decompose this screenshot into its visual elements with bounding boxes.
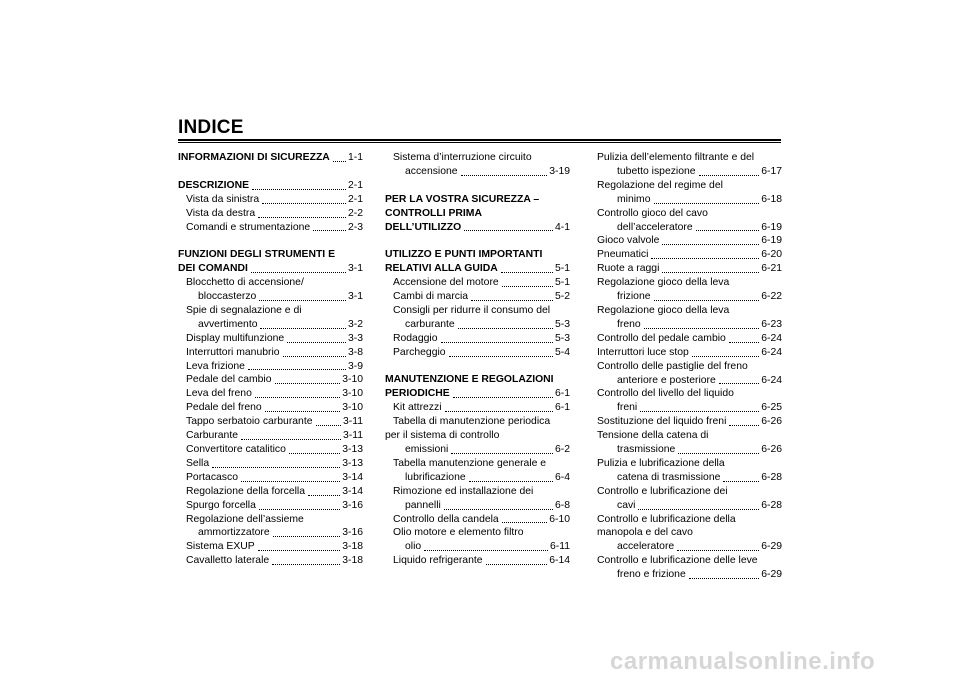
toc-dot-leader	[252, 189, 346, 190]
toc-entry-title: dell’acceleratore	[617, 221, 693, 233]
toc-entry-title: DESCRIZIONE	[178, 179, 250, 191]
toc-page-number: 5-1	[554, 263, 570, 275]
toc-page-number: 3-13	[342, 457, 363, 469]
toc-entry[interactable]	[597, 568, 782, 582]
toc-dot-leader	[283, 356, 346, 357]
toc-entry[interactable]	[597, 221, 782, 235]
toc-entry-text-line: Olio motore e elemento filtro	[393, 527, 524, 539]
toc-dot-leader	[458, 328, 553, 329]
toc-dot-leader	[689, 578, 759, 579]
toc-page-number: 6-21	[761, 263, 782, 275]
toc-entry[interactable]	[385, 471, 570, 485]
toc-entry[interactable]	[385, 276, 570, 290]
toc-dot-leader	[692, 356, 759, 357]
toc-entry-title: INFORMAZIONI DI SICUREZZA	[178, 152, 330, 163]
toc-entry[interactable]	[178, 429, 363, 443]
toc-entry-title: Portacasco	[186, 471, 238, 483]
toc-dot-leader	[251, 272, 346, 273]
toc-page-number: 6-4	[554, 471, 570, 483]
page-title: INDICE	[178, 117, 244, 138]
toc-dot-leader	[501, 272, 553, 273]
toc-dot-leader	[445, 411, 553, 412]
toc-entry-title: Leva del freno	[186, 388, 252, 400]
toc-entry-title: freni	[617, 402, 638, 414]
toc-entry[interactable]	[178, 346, 363, 360]
toc-entry-text-line: Rimozione ed installazione dei	[393, 485, 534, 497]
toc-dot-leader	[662, 272, 759, 273]
toc-dot-leader	[451, 453, 553, 454]
toc-page-number: 2-3	[347, 221, 363, 233]
toc-page-number: 1-1	[347, 152, 363, 163]
toc-entry-title: Leva frizione	[186, 360, 245, 372]
toc-page-number: 3-1	[347, 263, 363, 275]
toc-page-number: 6-11	[549, 541, 570, 553]
toc-entry-title: carburante	[405, 318, 455, 330]
toc-entry[interactable]	[178, 401, 363, 415]
toc-dot-leader	[502, 522, 547, 523]
toc-page-number: 6-14	[549, 555, 570, 567]
toc-page-number: 2-1	[347, 179, 363, 191]
toc-page-number: 3-11	[342, 430, 363, 442]
toc-dot-leader	[287, 342, 346, 343]
toc-entry-title: freno	[617, 318, 641, 330]
toc-dot-leader	[654, 300, 760, 301]
toc-page-number: 3-2	[347, 318, 363, 330]
toc-dot-leader	[260, 328, 345, 329]
toc-dot-leader	[241, 439, 341, 440]
toc-entry-title: trasmissione	[617, 444, 676, 456]
toc-spacer	[178, 165, 363, 179]
toc-dot-leader	[654, 203, 760, 204]
toc-page-number: 2-2	[347, 207, 363, 219]
toc-dot-leader	[461, 175, 548, 176]
toc-entry[interactable]	[178, 485, 363, 499]
toc-entry-title: Interruttori manubrio	[186, 346, 280, 358]
toc-entry-title: minimo	[617, 193, 651, 205]
toc-dot-leader	[471, 300, 553, 301]
toc-entry[interactable]	[597, 443, 782, 457]
toc-entry-title: Pedale del freno	[186, 402, 262, 414]
toc-entry[interactable]	[597, 415, 782, 429]
toc-page-number: 3-10	[342, 402, 363, 414]
toc-entry[interactable]	[385, 443, 570, 457]
toc-spacer	[385, 234, 570, 248]
toc-entry-title: Sistema EXUP	[186, 541, 255, 553]
toc-entry[interactable]	[597, 374, 782, 388]
toc-dot-leader	[486, 564, 548, 565]
toc-entry-title: RELATIVI ALLA GUIDA	[385, 263, 498, 275]
toc-entry-title: Regolazione della forcella	[186, 485, 305, 497]
toc-dot-leader	[502, 286, 553, 287]
toc-dot-leader	[258, 217, 346, 218]
toc-page-number: 5-4	[554, 346, 570, 358]
toc-dot-leader	[729, 342, 759, 343]
toc-section-entry[interactable]	[385, 262, 570, 276]
toc-page-number: 6-26	[761, 416, 782, 428]
toc-dot-leader	[678, 453, 759, 454]
toc-section-heading-line: PER LA VOSTRA SICUREZZA –	[385, 193, 540, 205]
toc-entry-title: tubetto ispezione	[617, 165, 696, 177]
toc-entry[interactable]	[385, 290, 570, 304]
toc-page-number: 3-9	[347, 360, 363, 372]
toc-page-number: 6-20	[761, 249, 782, 261]
toc-entry-text-line: Tabella manutenzione generale e	[393, 457, 547, 469]
toc-dot-leader	[719, 383, 759, 384]
toc-entry-title: Pedale del cambio	[186, 374, 272, 386]
toc-entry-text-line: Controllo delle pastiglie del freno	[597, 360, 748, 372]
toc-page-number: 6-8	[554, 499, 570, 511]
toc-dot-leader	[333, 161, 346, 162]
toc-page-number: 6-2	[554, 443, 570, 455]
toc-entry[interactable]	[385, 554, 570, 568]
toc-entry[interactable]	[597, 332, 782, 346]
toc-entry[interactable]	[178, 554, 363, 568]
toc-entry-title: Vista da sinistra	[186, 193, 260, 205]
toc-dot-leader	[272, 564, 340, 565]
toc-entry-title: emissioni	[405, 443, 449, 455]
toc-spacer	[178, 234, 363, 248]
toc-entry[interactable]	[385, 513, 570, 527]
toc-section-entry[interactable]	[178, 151, 363, 165]
toc-entry[interactable]	[597, 234, 782, 248]
toc-page-number: 3-19	[549, 165, 570, 177]
toc-dot-leader	[262, 203, 346, 204]
toc-entry-text-line: Controllo e lubrificazione della	[597, 513, 736, 525]
toc-dot-leader	[441, 342, 553, 343]
toc-entry-text-line: Regolazione gioco della leva	[597, 277, 730, 289]
toc-dot-leader	[699, 175, 760, 176]
toc-entry-title: freno e frizione	[617, 569, 686, 581]
toc-entry-title: catena di trasmissione	[617, 471, 721, 483]
toc-page-number: 6-25	[761, 402, 782, 414]
toc-dot-leader	[212, 467, 340, 468]
toc-entry-title: DEI COMANDI	[178, 263, 248, 275]
toc-entry[interactable]	[178, 457, 363, 471]
toc-entry-title: olio	[405, 541, 422, 553]
toc-entry-title: Controllo del pedale cambio	[597, 332, 726, 344]
toc-entry-title: Sella	[186, 457, 210, 469]
toc-dot-leader	[289, 453, 340, 454]
toc-entry-title: frizione	[617, 291, 651, 303]
toc-entry[interactable]	[597, 290, 782, 304]
toc-page-number: 3-18	[342, 541, 363, 553]
toc-dot-leader	[464, 230, 553, 231]
toc-page-number: 3-14	[342, 471, 363, 483]
toc-dot-leader	[677, 550, 759, 551]
toc-page-number: 6-29	[761, 569, 782, 581]
toc-entry-title: cavi	[617, 499, 636, 511]
toc-page-number: 6-19	[761, 235, 782, 247]
toc-dot-leader	[424, 550, 548, 551]
toc-column-2	[385, 151, 570, 568]
toc-entry-title: Parcheggio	[393, 346, 446, 358]
toc-page-number: 3-16	[342, 527, 363, 539]
toc-column-3	[597, 151, 782, 582]
toc-entry-text-line: Tabella di manutenzione periodica	[393, 416, 551, 428]
toc-entry-title: Tappo serbatoio carburante	[186, 416, 313, 428]
toc-entry-title: ammortizzatore	[198, 527, 270, 539]
toc-entry-title: Cavalletto laterale	[186, 555, 270, 567]
toc-entry-text-line: Tensione della catena di	[597, 430, 709, 442]
toc-page-number: 6-1	[554, 388, 570, 400]
toc-entry[interactable]	[597, 540, 782, 554]
toc-dot-leader	[308, 495, 340, 496]
toc-entry-text-line: Regolazione dell’assieme	[186, 513, 304, 525]
toc-entry-text-line: Controllo del livello del liquido	[597, 388, 734, 400]
toc-entry-title: Display multifunzione	[186, 332, 285, 344]
toc-entry[interactable]	[385, 346, 570, 360]
toc-entry-title: acceleratore	[617, 541, 675, 553]
toc-entry-title: Interruttori luce stop	[597, 346, 689, 358]
toc-section-heading-line: UTILIZZO E PUNTI IMPORTANTI	[385, 249, 543, 261]
toc-entry-title: Convertitore catalitico	[186, 444, 286, 455]
toc-page-number: 2-1	[347, 193, 363, 205]
toc-page-number: 3-13	[342, 444, 363, 455]
toc-page-number: 5-3	[554, 318, 570, 330]
toc-dot-leader	[259, 509, 340, 510]
toc-dot-leader	[638, 509, 759, 510]
toc-page-number: 3-14	[342, 485, 363, 497]
toc-page-number: 6-23	[761, 318, 782, 330]
toc-entry-title: DELL’UTILIZZO	[385, 221, 462, 233]
toc-entry-title: Accensione del motore	[393, 277, 499, 289]
toc-entry-title: accensione	[405, 165, 458, 177]
toc-entry[interactable]	[385, 401, 570, 415]
toc-entry[interactable]	[178, 360, 363, 374]
toc-entry[interactable]	[178, 499, 363, 513]
toc-dot-leader	[662, 244, 759, 245]
toc-dot-leader	[265, 411, 341, 412]
toc-section-entry[interactable]	[178, 179, 363, 193]
toc-page-number: 6-28	[761, 499, 782, 511]
toc-dot-leader	[275, 383, 341, 384]
toc-entry[interactable]	[385, 318, 570, 332]
title-rule-thin	[178, 142, 781, 143]
toc-entry[interactable]	[385, 165, 570, 179]
toc-entry[interactable]	[597, 193, 782, 207]
toc-page-number: 6-24	[761, 332, 782, 344]
toc-page-number: 3-3	[347, 332, 363, 344]
toc-entry[interactable]	[385, 332, 570, 346]
toc-page-number: 6-29	[761, 541, 782, 553]
toc-page-number: 6-24	[761, 374, 782, 386]
toc-page-number: 5-2	[554, 291, 570, 303]
toc-entry-text-line: Spie di segnalazione e di	[186, 304, 302, 316]
toc-page-number: 3-18	[342, 555, 363, 567]
toc-entry-title: Sostituzione del liquido freni	[597, 416, 727, 428]
toc-page-number: 4-1	[554, 221, 570, 233]
toc-dot-leader	[444, 509, 553, 510]
toc-page-number: 3-1	[347, 291, 363, 303]
toc-entry-text-line: Pulizia e lubrificazione della	[597, 457, 725, 469]
toc-section-heading-line: MANUTENZIONE E REGOLAZIONI	[385, 374, 554, 386]
toc-entry-text-line: Consigli per ridurre il consumo del	[393, 304, 551, 316]
toc-dot-leader	[316, 425, 341, 426]
toc-dot-leader	[241, 481, 340, 482]
toc-page-number: 6-19	[761, 221, 782, 233]
toc-dot-leader	[449, 356, 553, 357]
toc-entry-title: PERIODICHE	[385, 388, 450, 400]
toc-entry[interactable]	[178, 318, 363, 332]
toc-page-number: 5-1	[554, 277, 570, 289]
toc-dot-leader	[248, 369, 346, 370]
toc-entry-title: Gioco valvole	[597, 235, 660, 247]
toc-section-heading-line: FUNZIONI DEGLI STRUMENTI E	[178, 249, 336, 261]
toc-entry[interactable]	[597, 165, 782, 179]
toc-entry[interactable]	[178, 540, 363, 554]
toc-spacer	[385, 179, 570, 193]
toc-entry-text-line: Regolazione gioco della leva	[597, 304, 730, 316]
toc-dot-leader	[469, 481, 553, 482]
toc-dot-leader	[453, 397, 553, 398]
toc-section-entry[interactable]	[385, 221, 570, 235]
toc-entry-text-line: Pulizia dell’elemento filtrante e del	[597, 152, 755, 163]
toc-dot-leader	[696, 230, 760, 231]
toc-entry-title: lubrificazione	[405, 471, 466, 483]
toc-entry[interactable]	[597, 499, 782, 513]
toc-entry[interactable]	[597, 346, 782, 360]
toc-entry-title: bloccasterzo	[198, 291, 257, 303]
toc-entry-title: avvertimento	[198, 318, 258, 330]
toc-entry[interactable]	[178, 415, 363, 429]
toc-entry-title: Kit attrezzi	[393, 402, 442, 414]
toc-entry-text-line: Regolazione del regime del	[597, 179, 723, 191]
toc-page-number: 3-8	[347, 346, 363, 358]
toc-entry-text-line: per il sistema di controllo	[385, 430, 500, 442]
toc-column-1	[178, 151, 363, 568]
toc-entry[interactable]	[178, 526, 363, 540]
toc-page-number: 6-28	[761, 471, 782, 483]
toc-entry[interactable]	[597, 318, 782, 332]
toc-page-number: 6-17	[761, 165, 782, 177]
toc-entry-title: Vista da destra	[186, 207, 256, 219]
toc-page-number: 3-10	[342, 388, 363, 400]
toc-entry[interactable]	[385, 499, 570, 513]
toc-dot-leader	[644, 328, 760, 329]
toc-page-number: 6-18	[761, 193, 782, 205]
toc-entry[interactable]	[385, 540, 570, 554]
toc-page-number: 6-26	[761, 444, 782, 456]
toc-entry-title: Comandi e strumentazione	[186, 221, 311, 233]
toc-entry-title: Pneumatici	[597, 249, 649, 261]
toc-dot-leader	[273, 536, 341, 537]
toc-page-number: 3-11	[342, 416, 363, 428]
toc-entry[interactable]	[597, 248, 782, 262]
toc-entry-title: Liquido refrigerante	[393, 555, 483, 567]
toc-entry-title: Spurgo forcella	[186, 499, 256, 511]
toc-page-number: 3-16	[342, 499, 363, 511]
toc-entry-title: Rodaggio	[393, 332, 438, 344]
toc-section-entry[interactable]	[385, 387, 570, 401]
toc-dot-leader	[313, 230, 346, 231]
toc-entry[interactable]	[178, 193, 363, 207]
title-rule-thick	[178, 139, 781, 141]
toc-entry-title: anteriore e posteriore	[617, 374, 716, 386]
toc-page-number: 3-10	[342, 374, 363, 386]
toc-entry[interactable]	[178, 207, 363, 221]
toc-entry[interactable]	[178, 443, 363, 457]
toc-entry[interactable]	[597, 262, 782, 276]
toc-dot-leader	[729, 425, 759, 426]
toc-entry-title: Carburante	[186, 430, 238, 442]
toc-entry-title: Controllo della candela	[393, 513, 499, 525]
toc-dot-leader	[258, 550, 340, 551]
toc-entry-text-line: Blocchetto di accensione/	[186, 277, 304, 289]
toc-dot-leader	[651, 258, 759, 259]
toc-entry[interactable]	[597, 471, 782, 485]
toc-section-heading-line: CONTROLLI PRIMA	[385, 207, 482, 219]
toc-dot-leader	[255, 397, 340, 398]
toc-page-number: 6-10	[549, 513, 570, 525]
toc-entry[interactable]	[178, 221, 363, 235]
toc-entry-title: Cambi di marcia	[393, 291, 469, 303]
toc-page-number: 6-24	[761, 346, 782, 358]
toc-entry[interactable]	[178, 332, 363, 346]
toc-entry-text-line: Controllo e lubrificazione delle leve	[597, 555, 758, 567]
toc-dot-leader	[723, 481, 759, 482]
toc-entry[interactable]	[178, 290, 363, 304]
toc-entry-text-line: Controllo gioco del cavo	[597, 207, 708, 219]
toc-entry-title: Ruote a raggi	[597, 263, 660, 275]
toc-page-number: 6-1	[554, 402, 570, 414]
toc-dot-leader	[640, 411, 759, 412]
toc-spacer	[385, 360, 570, 374]
toc-entry[interactable]	[178, 387, 363, 401]
toc-entry-text-line: Controllo e lubrificazione dei	[597, 485, 728, 497]
toc-entry[interactable]	[178, 471, 363, 485]
watermark-text: carmanualsonline.info	[610, 648, 876, 675]
toc-dot-leader	[259, 300, 346, 301]
toc-entry[interactable]	[178, 373, 363, 387]
toc-entry-text-line: manopola e del cavo	[597, 527, 693, 539]
toc-entry-text-line: Sistema d’interruzione circuito	[393, 152, 532, 163]
toc-page-number: 5-3	[554, 332, 570, 344]
toc-section-entry[interactable]	[178, 262, 363, 276]
toc-entry[interactable]	[597, 401, 782, 415]
toc-page-number: 6-22	[761, 291, 782, 303]
toc-entry-title: pannelli	[405, 499, 441, 511]
